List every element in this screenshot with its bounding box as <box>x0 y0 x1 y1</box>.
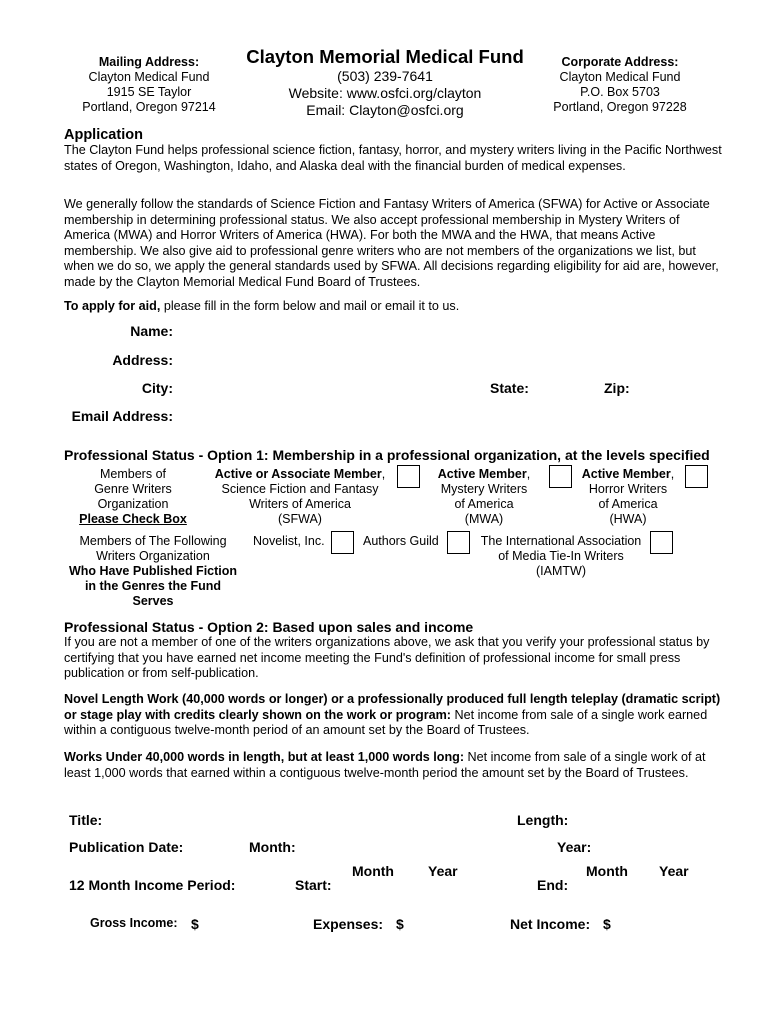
genre-line: Members of <box>100 467 166 481</box>
iamtw-checkbox[interactable] <box>650 531 673 554</box>
check-box-instruction: Please Check Box <box>79 512 187 526</box>
novelist-label: Novelist, Inc. <box>253 534 325 548</box>
mwa-line: of America <box>454 497 514 511</box>
email-label: Email Address: <box>71 408 173 424</box>
gross-income-label: Gross Income: <box>90 916 178 930</box>
mwa-checkbox[interactable] <box>549 465 572 488</box>
sfwa-comma: , <box>381 467 386 481</box>
mailing-address-label: Mailing Address: <box>98 55 200 69</box>
fund-website: Website: www.osfci.org/clayton <box>288 85 482 101</box>
page-title: Clayton Memorial Medical Fund <box>246 46 524 67</box>
corporate-address-line: P.O. Box 5703 <box>580 85 660 99</box>
application-heading: Application <box>64 127 143 143</box>
corporate-address-line: Clayton Medical Fund <box>559 70 681 84</box>
income-period-label: 12 Month Income Period: <box>69 877 236 893</box>
mwa-comma: , <box>526 467 531 481</box>
corporate-address <box>545 55 695 115</box>
gross-currency: $ <box>191 916 199 932</box>
fund-phone: (503) 239-7641 <box>337 68 433 84</box>
novelist-checkbox[interactable] <box>331 531 354 554</box>
short-work-bold: Works Under 40,000 words in length, but at least 1,000 words long: <box>64 750 465 764</box>
hwa-checkbox[interactable] <box>685 465 708 488</box>
following-line: Who Have Published Fiction <box>68 564 238 578</box>
end-label: End: <box>537 877 569 893</box>
apply-instructions-bold: To apply for aid, <box>64 299 161 313</box>
authors-guild-checkbox[interactable] <box>447 531 470 554</box>
apply-instructions-text: please fill in the form below and mail or email it to us. <box>160 299 460 313</box>
short-work-text: Net income from sale of a single work of at least 1,000 words that earned within a contiguous twelve-month period the amount set by the Board of Trustees. <box>64 750 706 780</box>
option2-paragraph: If you are not a member of one of the writers organizations above, we ask that you verify your professional status by certifying that you have earned net income meeting the Fund's definition of professional income for small press publication or from self-publication. <box>64 635 710 681</box>
start-label: Start: <box>295 877 332 893</box>
month-label: Month: <box>249 839 296 855</box>
corporate-address-label: Corporate Address: <box>561 55 679 69</box>
year-label: Year: <box>557 839 592 855</box>
sfwa-checkbox[interactable] <box>397 465 420 488</box>
iamtw-line: (IAMTW) <box>536 564 586 578</box>
sfwa-option <box>205 467 395 527</box>
expenses-label: Expenses: <box>313 916 384 932</box>
sfwa-line: (SFWA) <box>278 512 322 526</box>
hwa-comma: , <box>670 467 675 481</box>
mwa-option <box>424 467 544 527</box>
standards-paragraph: We generally follow the standards of Science Fiction and Fantasy Writers of America (SFWA) for Active or Associate membership in determining professional status. We also accept professional membership in Mystery Writers of America (MWA) and Horror Writers of America (HWA). For both the MWA and the HWA, that means Active membership. We also give aid to professional genre writers who are not members of the organizations we list, but when we do so, we apply the general standards used by SFWA. All decisions regarding eligibility for aid are, however, made by the Clayton Memorial Medical Fund Board of Trustees. <box>64 197 719 289</box>
genre-writers-org <box>63 467 203 527</box>
mwa-line: (MWA) <box>464 512 504 526</box>
mailing-address-line: 1915 SE Taylor <box>106 85 192 99</box>
iamtw-line: The International Association <box>480 534 642 548</box>
start-month-column: Month <box>352 863 394 879</box>
sfwa-line: Science Fiction and Fantasy <box>221 482 379 496</box>
hwa-option <box>574 467 682 527</box>
end-year-column: Year <box>659 863 689 879</box>
corporate-address-line: Portland, Oregon 97228 <box>553 100 687 114</box>
length-label: Length: <box>517 812 569 828</box>
hwa-level: Active Member <box>581 467 671 481</box>
iamtw-line: of Media Tie-In Writers <box>498 549 624 563</box>
genre-line: Organization <box>97 497 169 511</box>
hwa-line: Horror Writers <box>588 482 668 496</box>
mwa-level: Active Member <box>437 467 527 481</box>
fund-email: Email: Clayton@osfci.org <box>306 102 464 118</box>
following-line: in the Genres the Fund <box>84 579 222 593</box>
mwa-line: Mystery Writers <box>440 482 528 496</box>
following-orgs <box>63 534 243 609</box>
following-line: Members of The Following <box>79 534 227 548</box>
apply-instructions <box>64 299 724 315</box>
intro-paragraph: The Clayton Fund helps professional science fiction, fantasy, horror, and mystery writers living in the Pacific Northwest states of Oregon, Washington, Idaho, and Alaska deal with the financial burden of medical expenses. <box>64 143 722 173</box>
genre-line: Genre Writers <box>94 482 172 496</box>
zip-label: Zip: <box>604 380 630 396</box>
state-label: State: <box>490 380 529 396</box>
option1-heading: Professional Status - Option 1: Membership in a professional organization, at the levels specified <box>64 447 710 463</box>
iamtw-option <box>475 534 647 579</box>
net-currency: $ <box>603 916 611 932</box>
mailing-address-line: Clayton Medical Fund <box>88 70 210 84</box>
net-income-label: Net Income: <box>510 916 591 932</box>
city-label: City: <box>141 380 173 396</box>
option2-heading: Professional Status - Option 2: Based upon sales and income <box>64 619 474 635</box>
novel-length-paragraph <box>64 692 724 739</box>
following-line: Serves <box>132 594 174 608</box>
hwa-line: (HWA) <box>609 512 647 526</box>
end-month-column: Month <box>586 863 628 879</box>
title-label: Title: <box>69 812 103 828</box>
sfwa-line: Writers of America <box>249 497 351 511</box>
novel-length-text: Net income from sale of a single work earned within a contiguous twelve-month period of an amount set by the Board of Trustees. <box>64 707 708 738</box>
name-label: Name: <box>130 323 173 339</box>
address-label: Address: <box>112 352 173 368</box>
expenses-currency: $ <box>396 916 404 932</box>
authors-guild-label: Authors Guild <box>363 534 439 548</box>
mailing-address-line: Portland, Oregon 97214 <box>82 100 216 114</box>
publication-date-label: Publication Date: <box>69 839 184 855</box>
short-work-paragraph <box>64 750 724 781</box>
start-year-column: Year <box>428 863 458 879</box>
following-line: Writers Organization <box>96 549 210 563</box>
novel-length-bold: Novel Length Work (40,000 words or longer) or a professionally produced full length teleplay (dramatic script) or stage play with credits clearly shown on the work or program: <box>64 692 721 722</box>
sfwa-level: Active or Associate Member <box>214 467 382 481</box>
hwa-line: of America <box>598 497 658 511</box>
mailing-address <box>64 55 234 115</box>
fund-header <box>235 46 535 119</box>
